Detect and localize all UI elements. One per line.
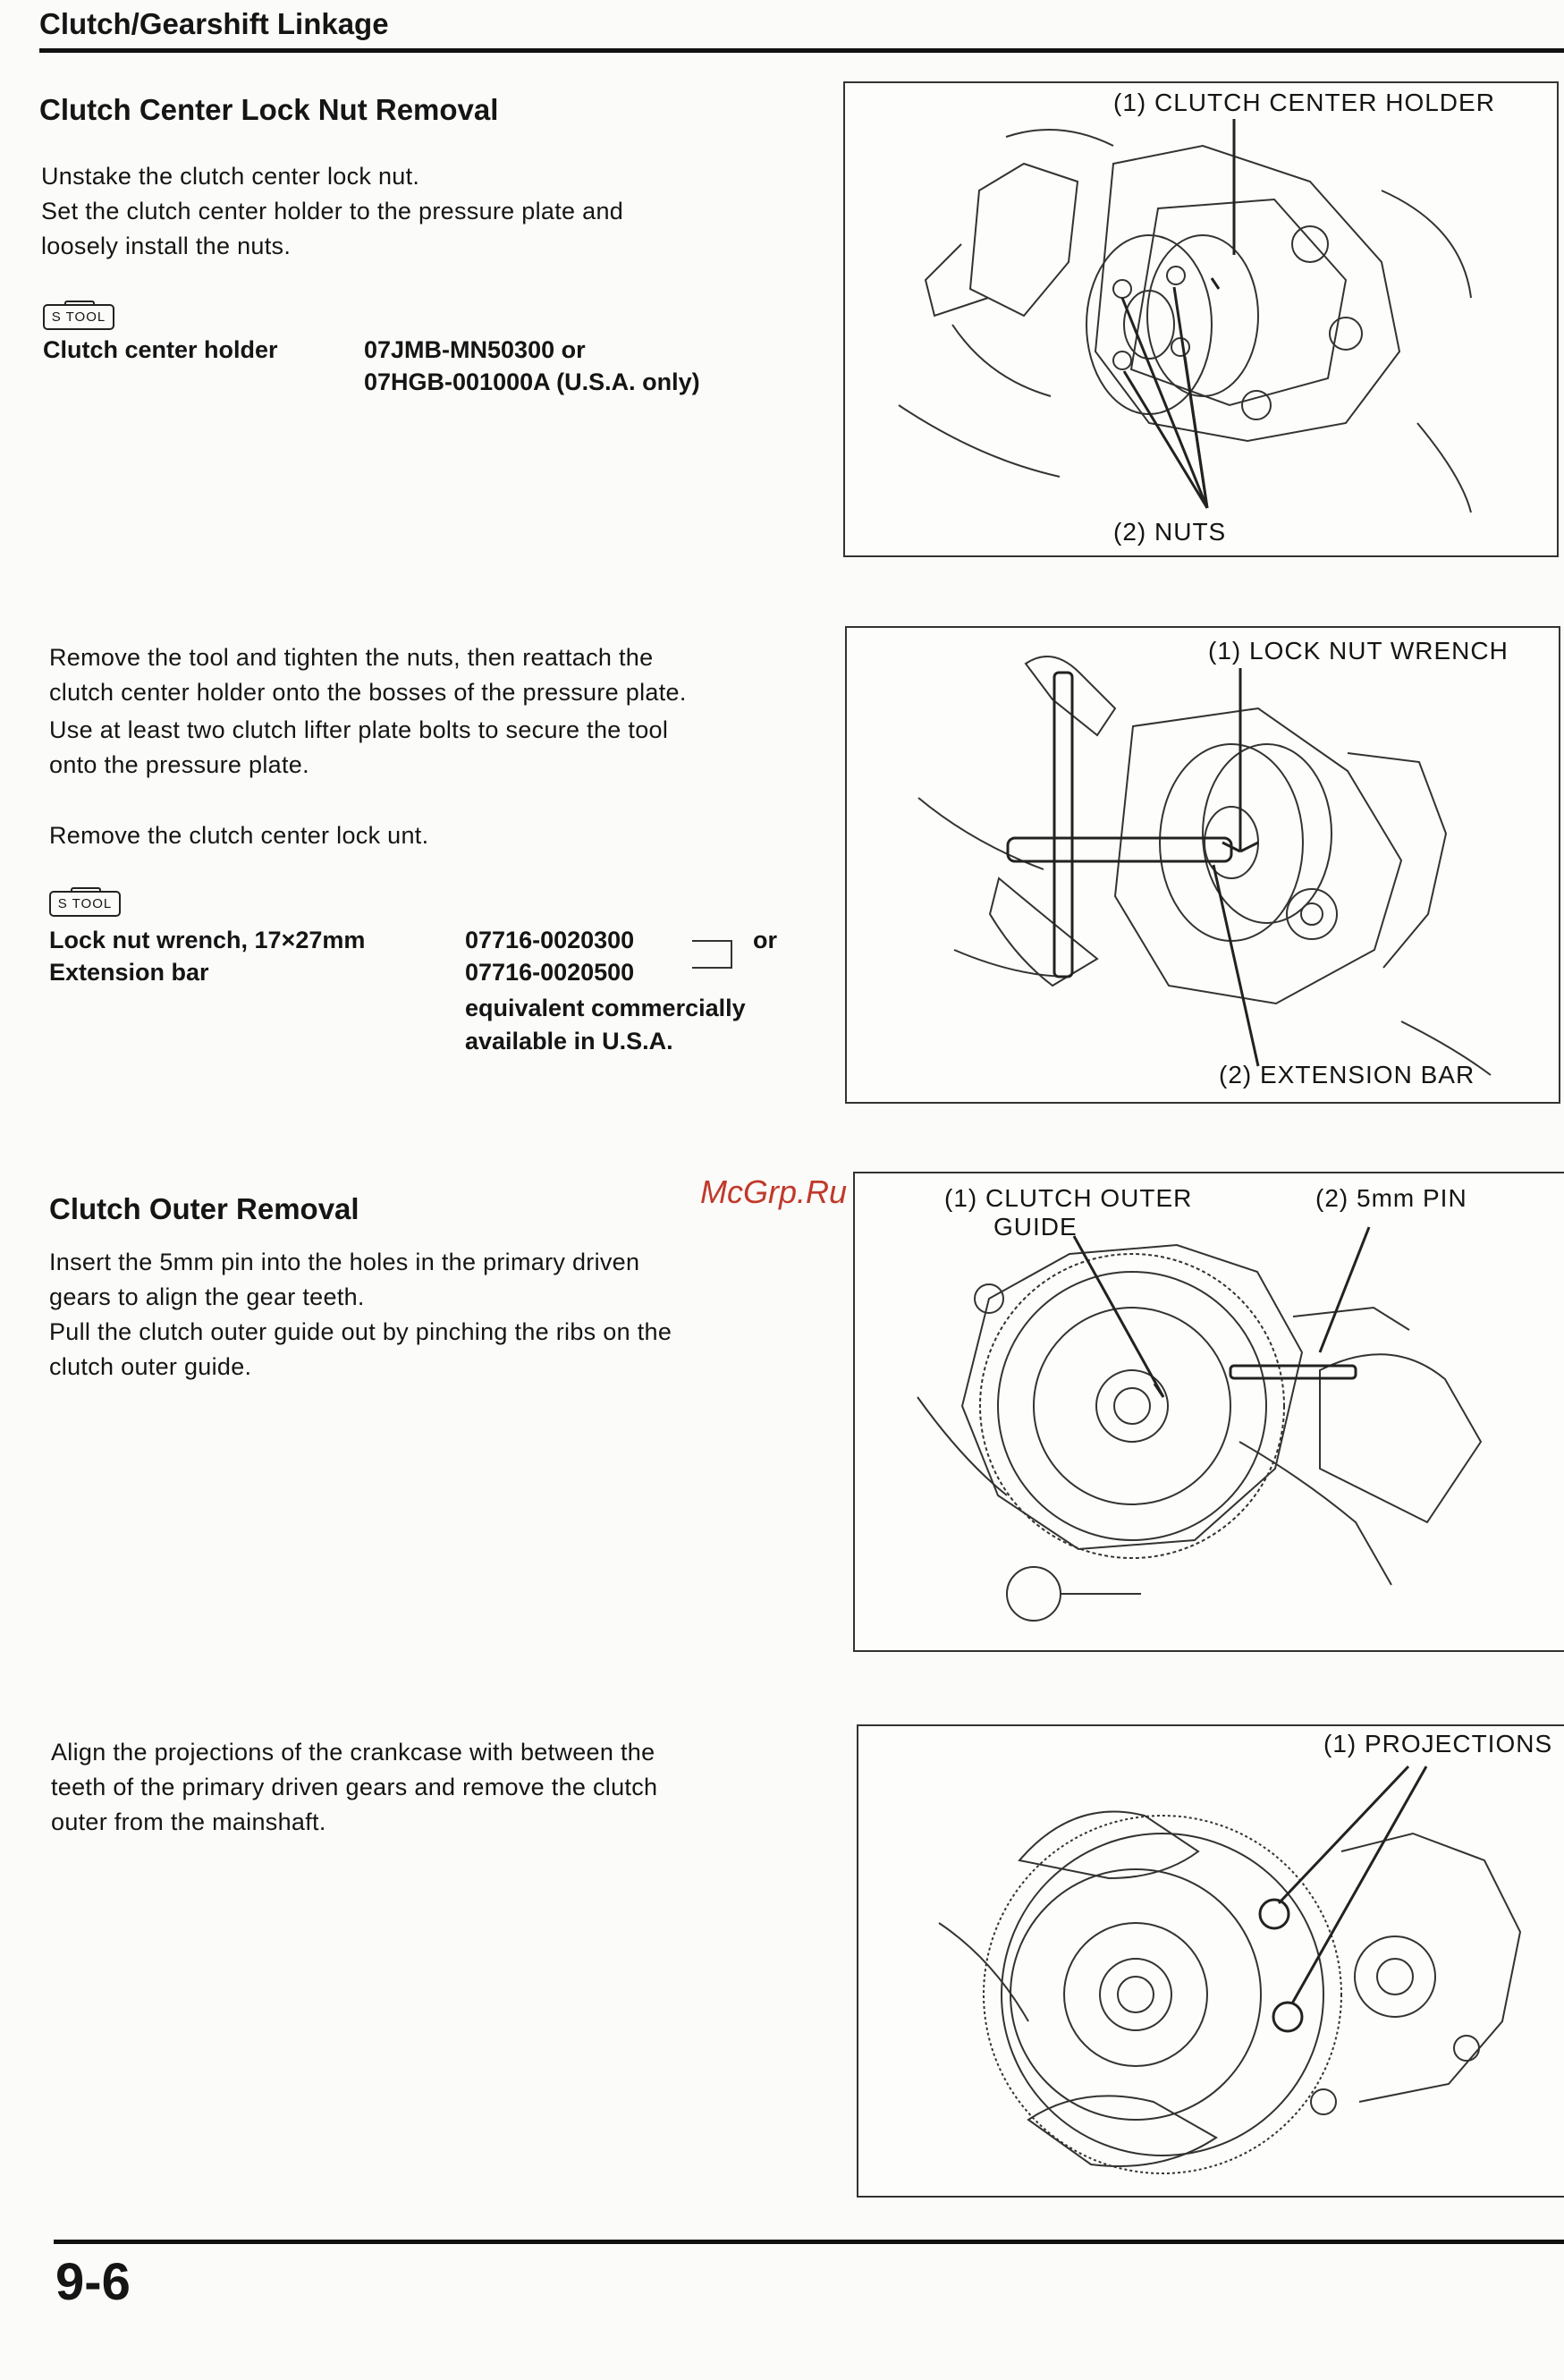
figure-label-clutch-center-holder: (1) CLUTCH CENTER HOLDER <box>1113 89 1495 116</box>
or-text: or <box>753 927 777 953</box>
alternative-line-2: available in U.S.A. <box>465 1028 673 1054</box>
text-line: teeth of the primary driven gears and remove the clutch <box>51 1774 658 1800</box>
tool-number-lock-nut-wrench: 07716-0020300 <box>465 927 635 953</box>
section-title-lock-nut-removal: Clutch Center Lock Nut Removal <box>39 93 499 126</box>
header-rule <box>39 48 1564 53</box>
text-line: Use at least two clutch lifter plate bolts to secure the tool <box>49 716 669 743</box>
text-line: Remove the tool and tighten the nuts, then reattach the <box>49 644 654 671</box>
section-title-clutch-outer-removal: Clutch Outer Removal <box>49 1192 359 1225</box>
figure-label-guide: GUIDE <box>993 1213 1078 1241</box>
tool-number-extension-bar: 07716-0020500 <box>465 959 635 986</box>
special-tool-icon: S TOOL <box>49 891 121 917</box>
text-line: Align the projections of the crankcase with between the <box>51 1739 655 1766</box>
section1-paragraph <box>41 159 623 264</box>
footer-rule <box>54 2240 1564 2244</box>
text-line: Pull the clutch outer guide out by pinching the ribs on the <box>49 1318 672 1345</box>
illustration-clutch-center-holder <box>845 83 1557 555</box>
text-line: clutch outer guide. <box>49 1353 252 1380</box>
figure-label-projections: (1) PROJECTIONS <box>1323 1730 1553 1757</box>
text-line: loosely install the nuts. <box>41 233 292 259</box>
figure-clutch-center-holder <box>843 81 1559 557</box>
section2-paragraph-3: Remove the clutch center lock unt. <box>49 822 429 849</box>
section3-paragraph <box>49 1245 672 1385</box>
text-line: Insert the 5mm pin into the holes in the primary driven <box>49 1249 640 1275</box>
illustration-clutch-outer-guide <box>855 1173 1564 1650</box>
text-line: Unstake the clutch center lock nut. <box>41 163 420 190</box>
figure-label-extension-bar: (2) EXTENSION BAR <box>1219 1061 1475 1088</box>
figure-label-5mm-pin: (2) 5mm PIN <box>1315 1184 1467 1212</box>
tool-name-clutch-center-holder: Clutch center holder <box>43 336 278 363</box>
section2-paragraph-2 <box>49 713 668 783</box>
illustration-projections <box>858 1726 1564 2196</box>
text-line: onto the pressure plate. <box>49 751 309 778</box>
page-header-title: Clutch/Gearshift Linkage <box>39 7 389 40</box>
section2-paragraph-1 <box>49 640 687 710</box>
figure-clutch-outer-guide <box>853 1172 1564 1652</box>
figure-label-nuts: (2) NUTS <box>1113 518 1227 546</box>
figure-lock-nut-wrench <box>845 626 1560 1104</box>
page-number: 9-6 <box>55 2253 131 2311</box>
tool-name-lock-nut-wrench: Lock nut wrench, 17×27mm <box>49 927 366 953</box>
text-line: gears to align the gear teeth. <box>49 1283 365 1310</box>
text-line: outer from the mainshaft. <box>51 1808 326 1835</box>
alternative-line-1: equivalent commercially <box>465 995 746 1021</box>
figure-label-clutch-outer: (1) CLUTCH OUTER <box>944 1184 1193 1212</box>
figure-projections <box>857 1724 1564 2198</box>
watermark-text: McGrp.Ru <box>700 1173 848 1210</box>
text-line: clutch center holder onto the bosses of the pressure plate. <box>49 679 687 706</box>
tool-name-extension-bar: Extension bar <box>49 959 209 986</box>
alternative-bracket <box>689 930 739 975</box>
illustration-lock-nut-wrench <box>847 628 1559 1102</box>
section4-paragraph <box>51 1735 657 1840</box>
tool-number-holder-1: 07JMB-MN50300 or <box>364 336 586 363</box>
text-line: Set the clutch center holder to the pressure plate and <box>41 198 624 224</box>
special-tool-icon: S TOOL <box>43 304 114 330</box>
figure-label-lock-nut-wrench: (1) LOCK NUT WRENCH <box>1208 637 1509 665</box>
tool-number-holder-2: 07HGB-001000A (U.S.A. only) <box>364 368 700 395</box>
